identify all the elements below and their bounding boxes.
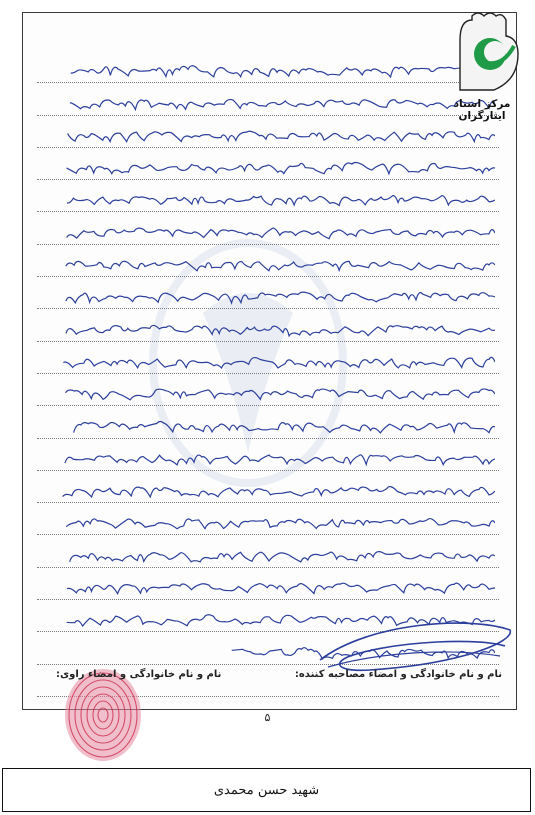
handwriting-scribble	[55, 188, 495, 208]
handwriting-scribble	[55, 576, 495, 596]
ruled-line	[37, 51, 499, 83]
handwriting-scribble	[55, 59, 495, 79]
handwriting-scribble	[55, 285, 495, 305]
ruled-line	[37, 116, 499, 148]
green-hand-logo-icon	[432, 6, 532, 96]
ruled-line	[37, 245, 499, 277]
ruled-line	[37, 148, 499, 180]
caption-box	[2, 768, 531, 812]
ruled-line	[37, 503, 499, 535]
handwriting-scribble	[55, 479, 495, 499]
ruled-line	[37, 309, 499, 341]
ruled-line	[37, 535, 499, 567]
ruled-line	[37, 439, 499, 471]
ruled-line	[37, 568, 499, 600]
ruled-lines	[37, 51, 499, 697]
caption-text: شهید حسن محمدی	[213, 782, 320, 798]
handwriting-scribble	[55, 221, 495, 241]
interviewer-label: نام و نام خانوادگی و امضاء مصاحبه کننده:	[294, 669, 502, 680]
page-number: ۵	[264, 711, 271, 724]
handwriting-scribble	[55, 253, 495, 273]
archive-logo	[432, 6, 532, 122]
ruled-line	[37, 471, 499, 503]
handwriting-scribble	[55, 447, 495, 467]
ruled-line	[37, 83, 499, 115]
ruled-line	[37, 212, 499, 244]
handwriting-scribble	[55, 156, 495, 176]
handwriting-scribble	[55, 350, 495, 370]
handwriting-scribble	[55, 382, 495, 402]
narrator-label: نام و نام خانوادگی و امضاء راوی:	[56, 669, 222, 680]
ruled-line	[37, 277, 499, 309]
ruled-line	[37, 342, 499, 374]
ruled-line	[37, 180, 499, 212]
ruled-line	[37, 374, 499, 406]
handwriting-scribble	[55, 318, 495, 338]
ruled-line	[37, 406, 499, 438]
handwriting-scribble	[55, 544, 495, 564]
handwriting-scribble	[55, 511, 495, 531]
handwriting-scribble	[55, 415, 495, 435]
handwriting-scribble	[55, 92, 495, 112]
logo-text: مرکز اسناد ایثارگران	[453, 98, 511, 122]
handwriting-scribble	[55, 124, 495, 144]
footer-labels	[44, 665, 514, 689]
